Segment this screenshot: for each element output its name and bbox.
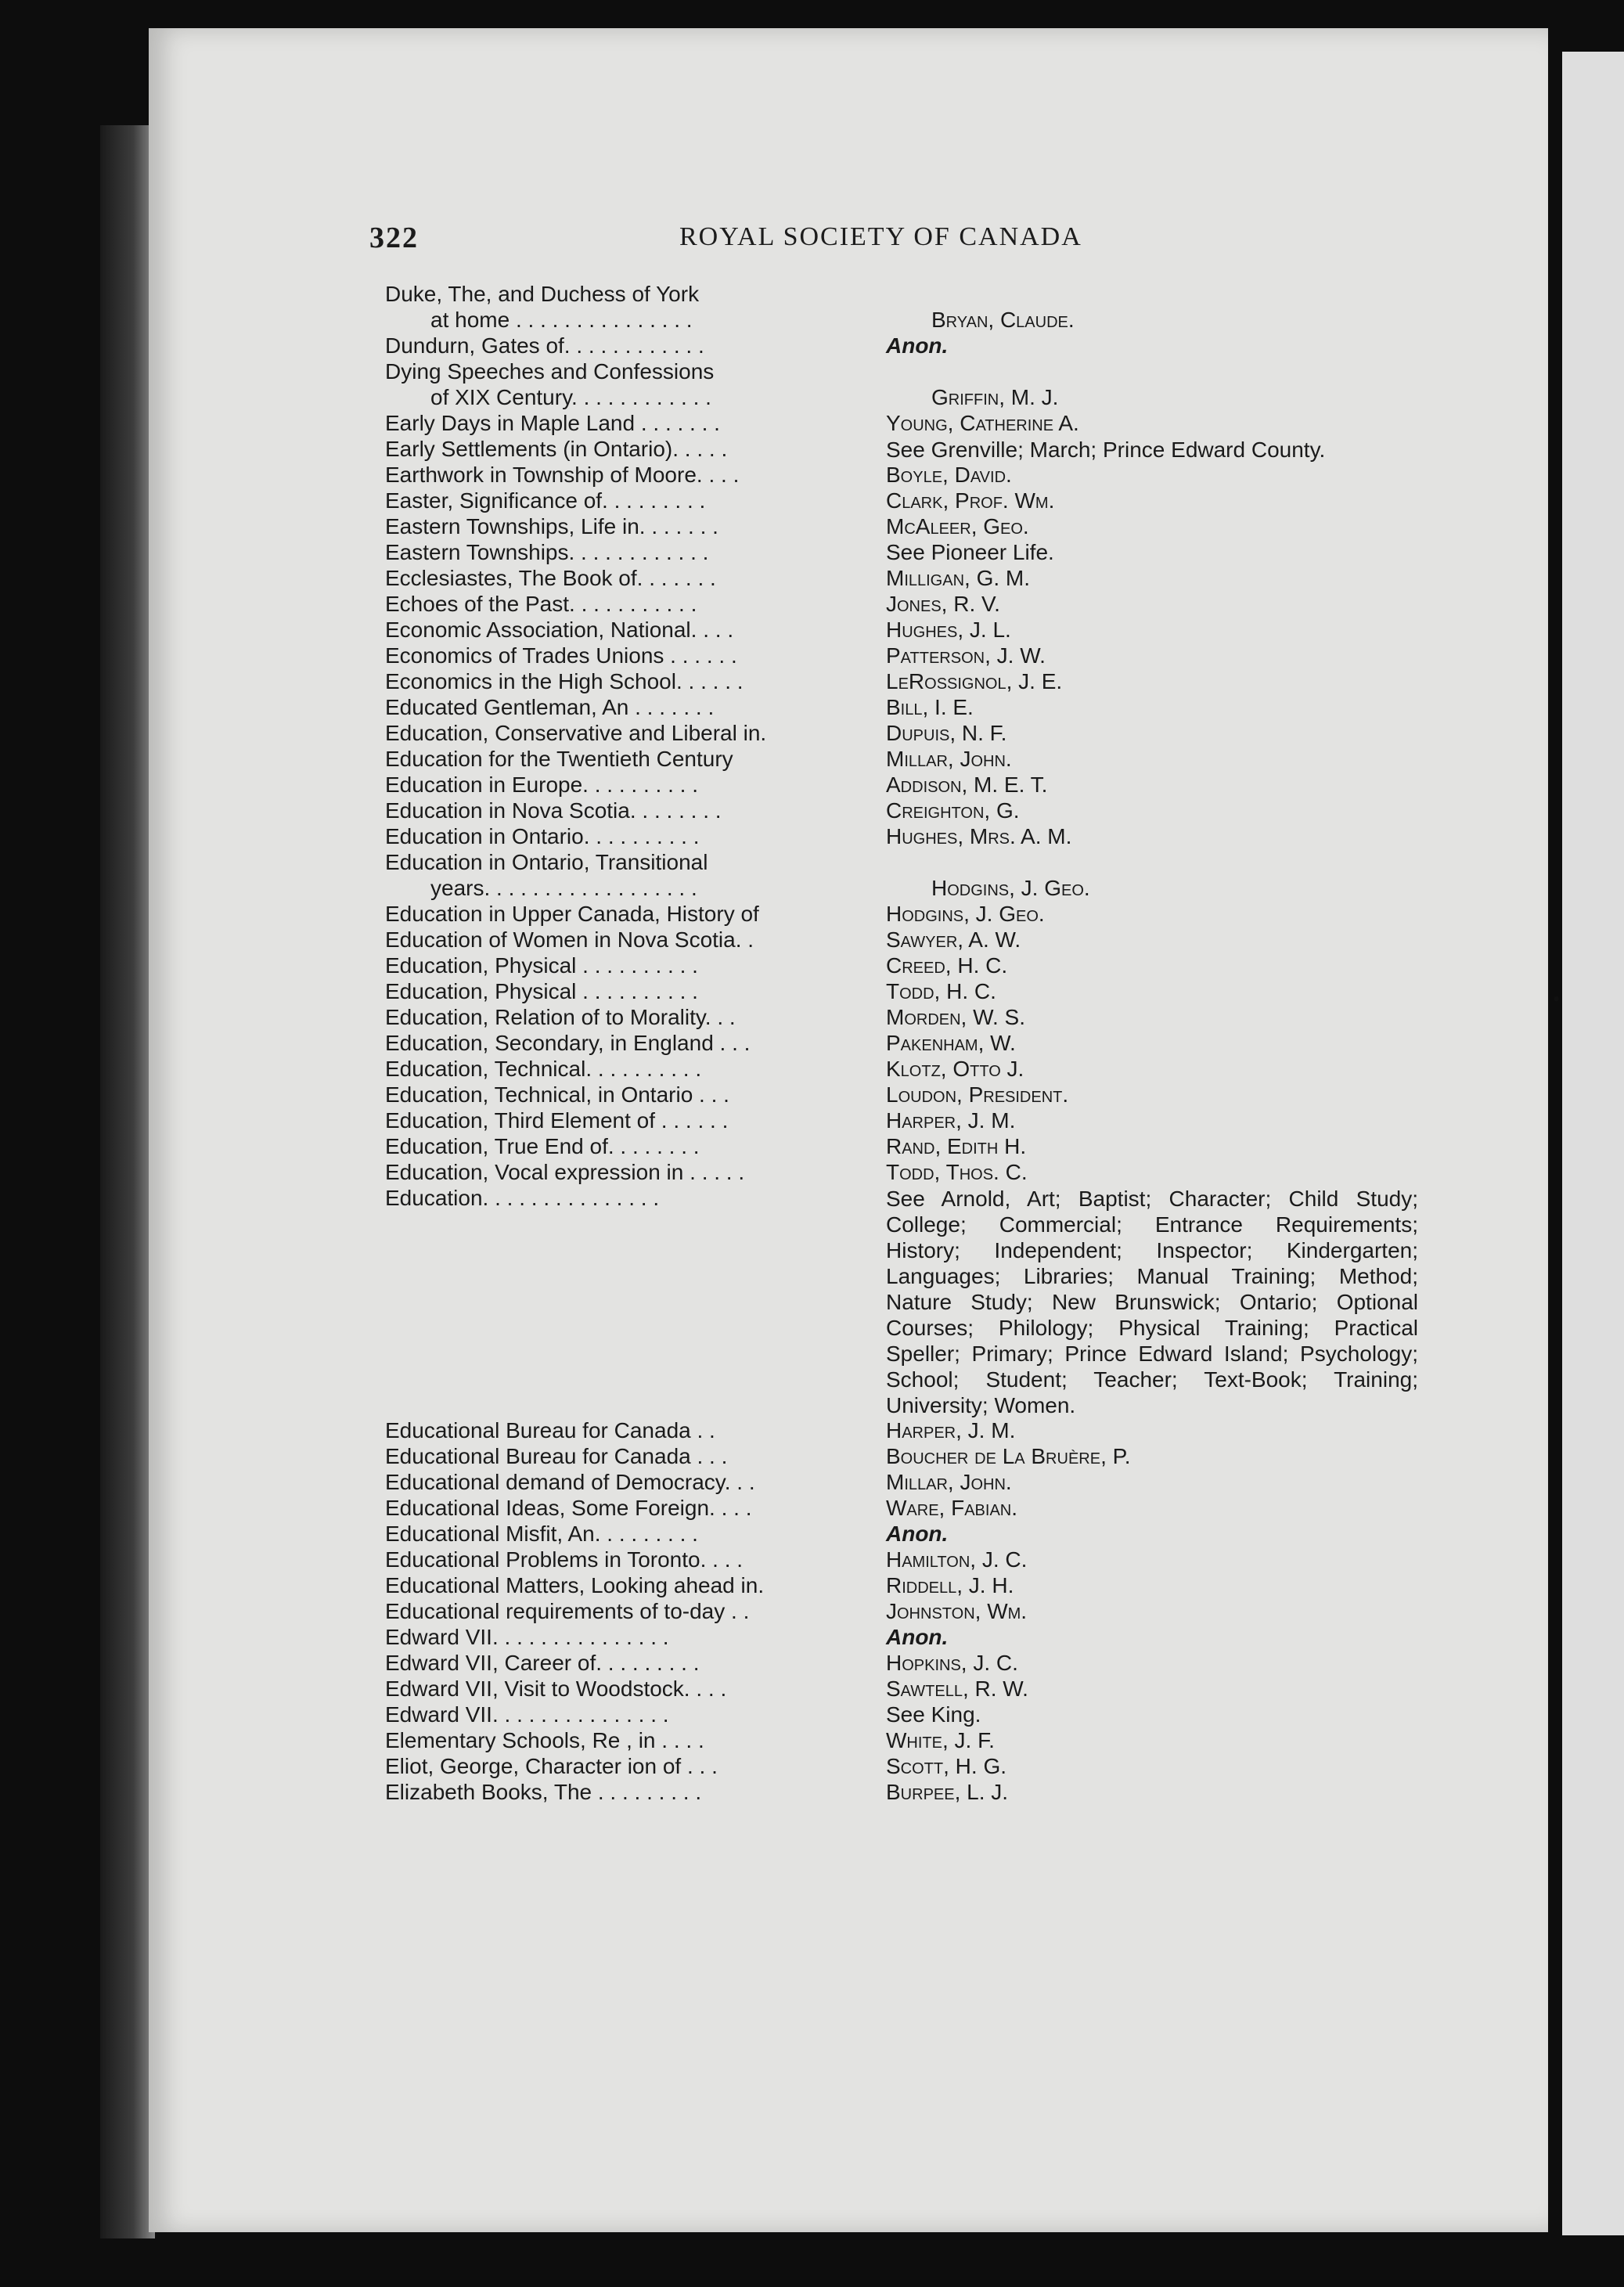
index-entry <box>385 979 1418 1005</box>
entry-subject: Educational demand of Democracy. . . <box>385 1470 755 1494</box>
index-entry <box>385 927 1418 953</box>
entry-author: Rand, Edith H. <box>886 1134 1027 1158</box>
entry-author: Sawyer, A. W. <box>886 927 1021 952</box>
index-entry <box>385 1677 1418 1702</box>
index-entry <box>385 1702 1418 1728</box>
entry-subject: Elementary Schools, Re , in . . . . <box>385 1728 704 1752</box>
entry-subject: Easter, Significance of. . . . . . . . . <box>385 488 706 513</box>
entry-author: Young, Catherine A. <box>886 411 1079 435</box>
entry-author: White, J. F. <box>886 1728 995 1752</box>
index-entry <box>385 1082 1418 1108</box>
index-entry <box>385 1625 1418 1651</box>
entry-subject: Education in Nova Scotia. . . . . . . . <box>385 798 722 823</box>
index-entry <box>385 385 1418 411</box>
entry-subject: of XIX Century. . . . . . . . . . . . <box>430 385 711 409</box>
entry-author: Addison, M. E. T. <box>886 773 1048 797</box>
index-entry <box>385 1057 1418 1082</box>
entry-author: Clark, Prof. Wm. <box>886 488 1055 513</box>
entry-subject: Education in Ontario, Transitional <box>385 850 708 874</box>
entry-subject: Educational Matters, Looking ahead in. <box>385 1573 765 1597</box>
index-entry <box>385 282 1418 308</box>
page-number: 322 <box>369 221 419 254</box>
index-entry <box>385 1754 1418 1780</box>
entry-author: Todd, H. C. <box>886 979 996 1003</box>
entry-author: Creed, H. C. <box>886 953 1008 978</box>
entry-subject: Echoes of the Past. . . . . . . . . . . <box>385 592 697 616</box>
entry-subject: Education of Women in Nova Scotia. . <box>385 927 754 952</box>
index-entry <box>385 1418 1418 1444</box>
index-entry <box>385 1547 1418 1573</box>
entry-subject: Edward VII. . . . . . . . . . . . . . . <box>385 1702 669 1727</box>
entry-subject: Educational Bureau for Canada . . . <box>385 1444 728 1468</box>
entry-author: Todd, Thos. C. <box>886 1160 1028 1184</box>
entry-author: See Pioneer Life. <box>886 540 1054 564</box>
entry-subject: Education, Secondary, in England . . . <box>385 1031 751 1055</box>
index-entry <box>385 308 1418 333</box>
entry-subject: Edward VII. . . . . . . . . . . . . . . <box>385 1625 669 1649</box>
entry-author: Johnston, Wm. <box>886 1599 1028 1623</box>
entry-subject: Education. . . . . . . . . . . . . . . <box>385 1186 660 1210</box>
entry-author: Anon. <box>886 1625 949 1649</box>
entry-subject: Eastern Townships, Life in. . . . . . . <box>385 514 718 538</box>
entry-subject: Education, Technical. . . . . . . . . . <box>385 1057 702 1081</box>
entry-author: Millar, John. <box>886 747 1012 771</box>
entry-subject: Educated Gentleman, An . . . . . . . <box>385 695 715 719</box>
entry-author: Riddell, J. H. <box>886 1573 1014 1597</box>
index-entry <box>385 1186 1418 1418</box>
entry-author: Klotz, Otto J. <box>886 1057 1024 1081</box>
entry-author: Bill, I. E. <box>886 695 974 719</box>
index-entry <box>385 824 1418 850</box>
index-entry <box>385 747 1418 773</box>
entry-subject: Eastern Townships. . . . . . . . . . . . <box>385 540 709 564</box>
index-entry <box>385 1522 1418 1547</box>
entry-author: Pakenham, W. <box>886 1031 1016 1055</box>
index-entry <box>385 618 1418 643</box>
entry-subject: Education, Physical . . . . . . . . . . <box>385 953 698 978</box>
entry-subject: Elizabeth Books, The . . . . . . . . . <box>385 1780 702 1804</box>
index-entry <box>385 1470 1418 1496</box>
index-entry <box>385 953 1418 979</box>
entry-subject: Educational Ideas, Some Foreign. . . . <box>385 1496 752 1520</box>
index-entry <box>385 1651 1418 1677</box>
entry-author: Millar, John. <box>886 1470 1012 1494</box>
entry-author: Scott, H. G. <box>886 1754 1007 1778</box>
index-entry <box>385 1005 1418 1031</box>
entry-subject: Duke, The, and Duchess of York <box>385 282 700 306</box>
entry-author: Hughes, J. L. <box>886 618 1011 642</box>
entry-author: Hughes, Mrs. A. M. <box>886 824 1072 848</box>
entry-subject: Ecclesiastes, The Book of. . . . . . . <box>385 566 716 590</box>
entry-author: Boyle, David. <box>886 463 1012 487</box>
entry-subject: Educational Bureau for Canada . . <box>385 1418 715 1442</box>
entry-subject: Dying Speeches and Confessions <box>385 359 715 384</box>
entry-subject: Education, Technical, in Ontario . . . <box>385 1082 729 1107</box>
entry-subject: Economics of Trades Unions . . . . . . <box>385 643 737 668</box>
index-entry <box>385 1444 1418 1470</box>
entry-author: Hodgins, J. Geo. <box>931 876 1090 900</box>
index-entry <box>385 566 1418 592</box>
entry-author: Anon. <box>886 1522 949 1546</box>
entry-author: Loudon, President. <box>886 1082 1069 1107</box>
index-entry <box>385 902 1418 927</box>
entry-subject: Educational Misfit, An. . . . . . . . . <box>385 1522 698 1546</box>
index-entry <box>385 1599 1418 1625</box>
entry-subject: Education in Europe. . . . . . . . . . <box>385 773 698 797</box>
entry-subject: Education, Conservative and Liberal in. <box>385 721 767 745</box>
entry-author: Sawtell, R. W. <box>886 1677 1028 1701</box>
entry-author: Harper, J. M. <box>886 1108 1016 1133</box>
index-entry <box>385 488 1418 514</box>
index-entry <box>385 333 1418 359</box>
entry-author: Ware, Fabian. <box>886 1496 1018 1520</box>
index-entry <box>385 437 1418 463</box>
entry-author: See Grenville; March; Prince Edward County. <box>886 438 1326 462</box>
entry-author: Jones, R. V. <box>886 592 1000 616</box>
index-entry <box>385 1160 1418 1186</box>
entry-author: Harper, J. M. <box>886 1418 1016 1442</box>
entry-author: Hamilton, J. C. <box>886 1547 1028 1572</box>
entry-subject: Education for the Twentieth Century <box>385 747 733 771</box>
index-entry <box>385 592 1418 618</box>
margin-mark: • <box>1553 988 1561 1010</box>
entry-author: See King. <box>886 1702 981 1727</box>
entry-subject: Edward VII, Career of. . . . . . . . . <box>385 1651 700 1675</box>
entry-author: See Arnold, Art; Baptist; Character; Child Study; College; Commercial; Entrance Requirements; History; Independent; Inspector; Kindergarten; Languages; Libraries; Manual Training; Method; Nature Study; New Brunswick; Ontario; Optional Courses; Philology; Physical Training; Practical Speller; Primary; Prince Edward Island; Psychology; School; Student; Teacher; Text-Book; Training; University; Women. <box>886 1187 1418 1417</box>
entry-subject: Earthwork in Township of Moore. . . . <box>385 463 740 487</box>
entry-subject: Education, Physical . . . . . . . . . . <box>385 979 698 1003</box>
entry-subject: Economic Association, National. . . . <box>385 618 734 642</box>
entry-subject: Dundurn, Gates of. . . . . . . . . . . . <box>385 333 704 358</box>
index-entry <box>385 876 1418 902</box>
entry-author: McAleer, Geo. <box>886 514 1029 538</box>
facing-page-edge <box>1562 52 1624 2235</box>
entry-subject: Edward VII, Visit to Woodstock. . . . <box>385 1677 727 1701</box>
index-entry <box>385 463 1418 488</box>
index-entry <box>385 540 1418 566</box>
index-entry <box>385 411 1418 437</box>
entry-author: Hodgins, J. Geo. <box>886 902 1045 926</box>
running-head: ROYAL SOCIETY OF CANADA <box>679 222 1082 251</box>
index-entry <box>385 798 1418 824</box>
entry-author: Griffin, M. J. <box>931 385 1059 409</box>
entry-subject: Education, Vocal expression in . . . . . <box>385 1160 745 1184</box>
index-entry <box>385 1780 1418 1806</box>
entry-author: Boucher de La Bruère, P. <box>886 1444 1131 1468</box>
entry-subject: Education, True End of. . . . . . . . <box>385 1134 700 1158</box>
index-entry <box>385 1134 1418 1160</box>
index-entry <box>385 773 1418 798</box>
index-entry <box>385 1728 1418 1754</box>
index-entry <box>385 850 1418 876</box>
entry-subject: Early Settlements (in Ontario). . . . . <box>385 437 728 461</box>
index-entry <box>385 695 1418 721</box>
index-entry <box>385 1573 1418 1599</box>
entry-subject: Educational Problems in Toronto. . . . <box>385 1547 744 1572</box>
entry-subject: Educational requirements of to-day . . <box>385 1599 750 1623</box>
entry-subject: Early Days in Maple Land . . . . . . . <box>385 411 720 435</box>
entry-author: Bryan, Claude. <box>931 308 1075 332</box>
book-spine <box>100 125 155 2238</box>
entry-subject: Education, Relation of to Morality. . . <box>385 1005 736 1029</box>
index-entry <box>385 1496 1418 1522</box>
entry-subject: Economics in the High School. . . . . . <box>385 669 744 693</box>
entry-author: LeRossignol, J. E. <box>886 669 1063 693</box>
index-entry <box>385 1108 1418 1134</box>
entry-subject: years. . . . . . . . . . . . . . . . . . <box>430 876 697 900</box>
entry-subject: at home . . . . . . . . . . . . . . . <box>430 308 693 332</box>
entry-author: Morden, W. S. <box>886 1005 1026 1029</box>
entry-subject: Education, Third Element of . . . . . . <box>385 1108 729 1133</box>
index-entry <box>385 1031 1418 1057</box>
index-entry <box>385 669 1418 695</box>
entry-subject: Education in Upper Canada, History of <box>385 902 759 926</box>
entry-author: Burpee, L. J. <box>886 1780 1009 1804</box>
index-entry <box>385 514 1418 540</box>
entry-author: Milligan, G. M. <box>886 566 1031 590</box>
entry-author: Patterson, J. W. <box>886 643 1046 668</box>
entry-author: Hopkins, J. C. <box>886 1651 1018 1675</box>
entry-subject: Eliot, George, Character ion of . . . <box>385 1754 718 1778</box>
index-entry <box>385 721 1418 747</box>
index-entry <box>385 359 1418 385</box>
entry-author: Creighton, G. <box>886 798 1020 823</box>
index-entry <box>385 643 1418 669</box>
entry-subject: Education in Ontario. . . . . . . . . . <box>385 824 700 848</box>
index-entries <box>385 282 1418 1806</box>
entry-author: Anon. <box>886 333 949 358</box>
entry-author: Dupuis, N. F. <box>886 721 1007 745</box>
